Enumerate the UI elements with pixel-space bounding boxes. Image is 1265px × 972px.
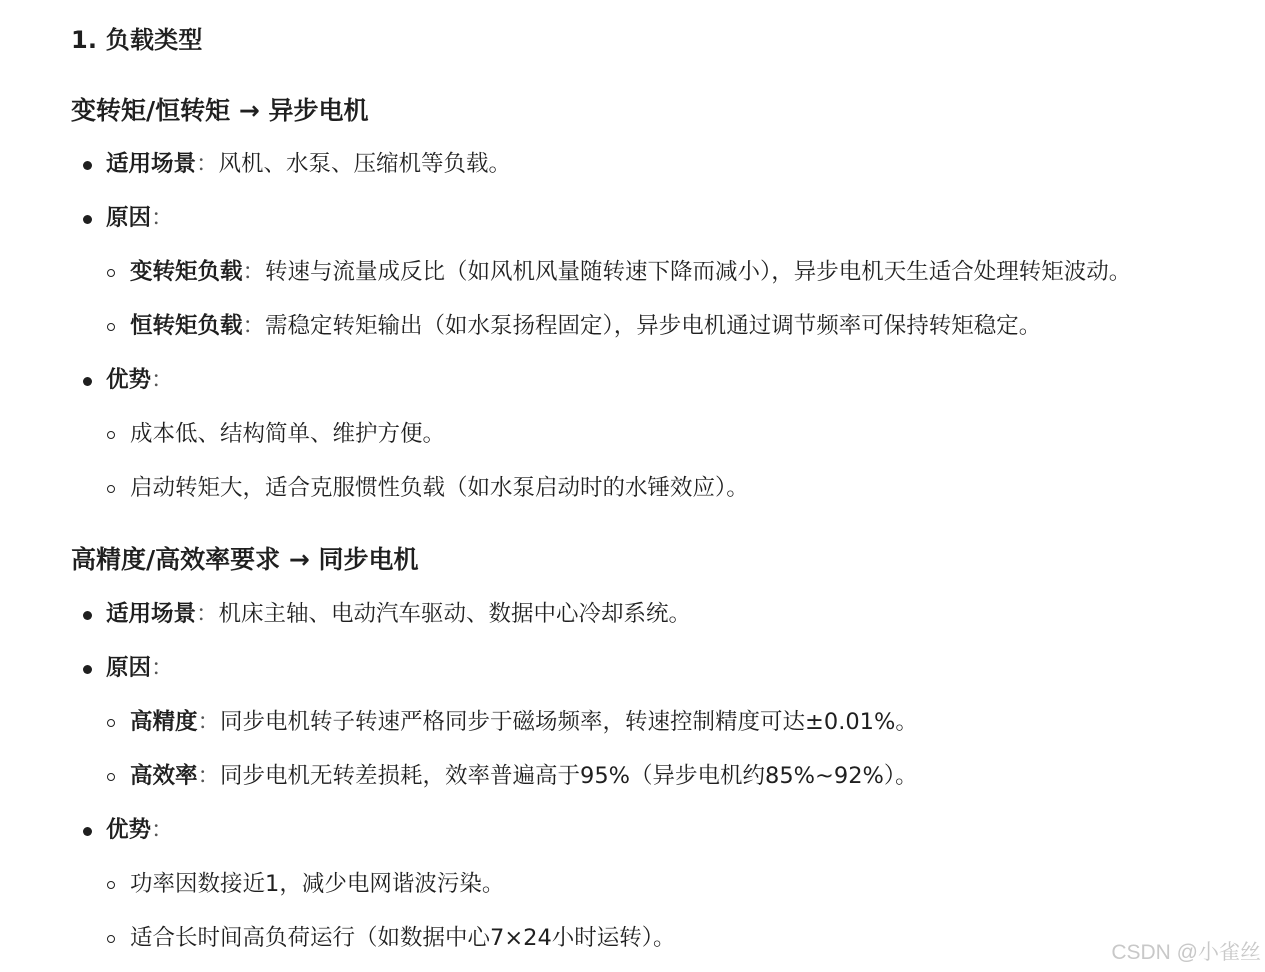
- list-item-sub: 高精度：同步电机转子转速严格同步于磁场频率，转速控制精度可达±0.01%。: [130, 709, 918, 735]
- item-label: 变转矩负载: [130, 259, 243, 285]
- circle-bullet-icon: [107, 323, 115, 331]
- list-item-reason: 原因：: [106, 205, 174, 231]
- item-text: 同步电机转子转速严格同步于磁场频率，转速控制精度可达±0.01%。: [220, 709, 918, 735]
- list-item-sub: 功率因数接近1，减少电网谐波污染。: [130, 871, 505, 897]
- item-text: 需稳定转矩输出（如水泵扬程固定），异步电机通过调节频率可保持转矩稳定。: [265, 313, 1042, 339]
- list-item-sub: 成本低、结构简单、维护方便。: [130, 421, 446, 447]
- item-label: 原因: [106, 655, 152, 681]
- list-item-sub: 变转矩负载：转速与流量成反比（如风机风量随转速下降而减小），异步电机天生适合处理转矩波动。: [130, 259, 1132, 285]
- list-item-sub: 恒转矩负载：需稳定转矩输出（如水泵扬程固定），异步电机通过调节频率可保持转矩稳定。: [130, 313, 1042, 339]
- item-label: 原因: [106, 205, 152, 231]
- bullet-icon: [83, 827, 92, 836]
- subsection-title-sync: 高精度/高效率要求 → 同步电机: [71, 545, 419, 574]
- circle-bullet-icon: [107, 881, 115, 889]
- circle-bullet-icon: [107, 485, 115, 493]
- list-item-reason: 原因：: [106, 655, 174, 681]
- circle-bullet-icon: [107, 935, 115, 943]
- list-item-scene: 适用场景：机床主轴、电动汽车驱动、数据中心冷却系统。: [106, 601, 692, 627]
- list-item-sub: 启动转矩大，适合克服惯性负载（如水泵启动时的水锤效应）。: [130, 475, 749, 501]
- item-text: 风机、水泵、压缩机等负载。: [218, 151, 512, 177]
- item-label: 恒转矩负载: [130, 313, 243, 339]
- circle-bullet-icon: [107, 719, 115, 727]
- item-text: 同步电机无转差损耗，效率普遍高于95%（异步电机约85%~92%）。: [220, 763, 918, 789]
- item-label: 适用场景: [106, 601, 197, 627]
- item-label: 高效率: [130, 763, 198, 789]
- circle-bullet-icon: [107, 773, 115, 781]
- circle-bullet-icon: [107, 431, 115, 439]
- list-item-sub: 高效率：同步电机无转差损耗，效率普遍高于95%（异步电机约85%~92%）。: [130, 763, 918, 789]
- list-item-scene: 适用场景：风机、水泵、压缩机等负载。: [106, 151, 512, 177]
- subsection-title-async: 变转矩/恒转矩 → 异步电机: [71, 96, 369, 125]
- item-label: 适用场景: [106, 151, 197, 177]
- list-item-advantage: 优势：: [106, 367, 174, 393]
- bullet-icon: [83, 161, 92, 170]
- item-text: 转速与流量成反比（如风机风量随转速下降而减小），异步电机天生适合处理转矩波动。: [265, 259, 1132, 285]
- circle-bullet-icon: [107, 269, 115, 277]
- item-label: 优势: [106, 367, 152, 393]
- item-label: 优势: [106, 817, 152, 843]
- item-text: 机床主轴、电动汽车驱动、数据中心冷却系统。: [218, 601, 692, 627]
- watermark: CSDN @小雀丝: [1111, 941, 1261, 964]
- bullet-icon: [83, 611, 92, 620]
- list-item-sub: 适合长时间高负荷运行（如数据中心7×24小时运转）。: [130, 925, 676, 951]
- item-label: 高精度: [130, 709, 198, 735]
- bullet-icon: [83, 215, 92, 224]
- bullet-icon: [83, 665, 92, 674]
- section-heading: 1. 负载类型: [71, 26, 203, 54]
- bullet-icon: [83, 377, 92, 386]
- list-item-advantage: 优势：: [106, 817, 174, 843]
